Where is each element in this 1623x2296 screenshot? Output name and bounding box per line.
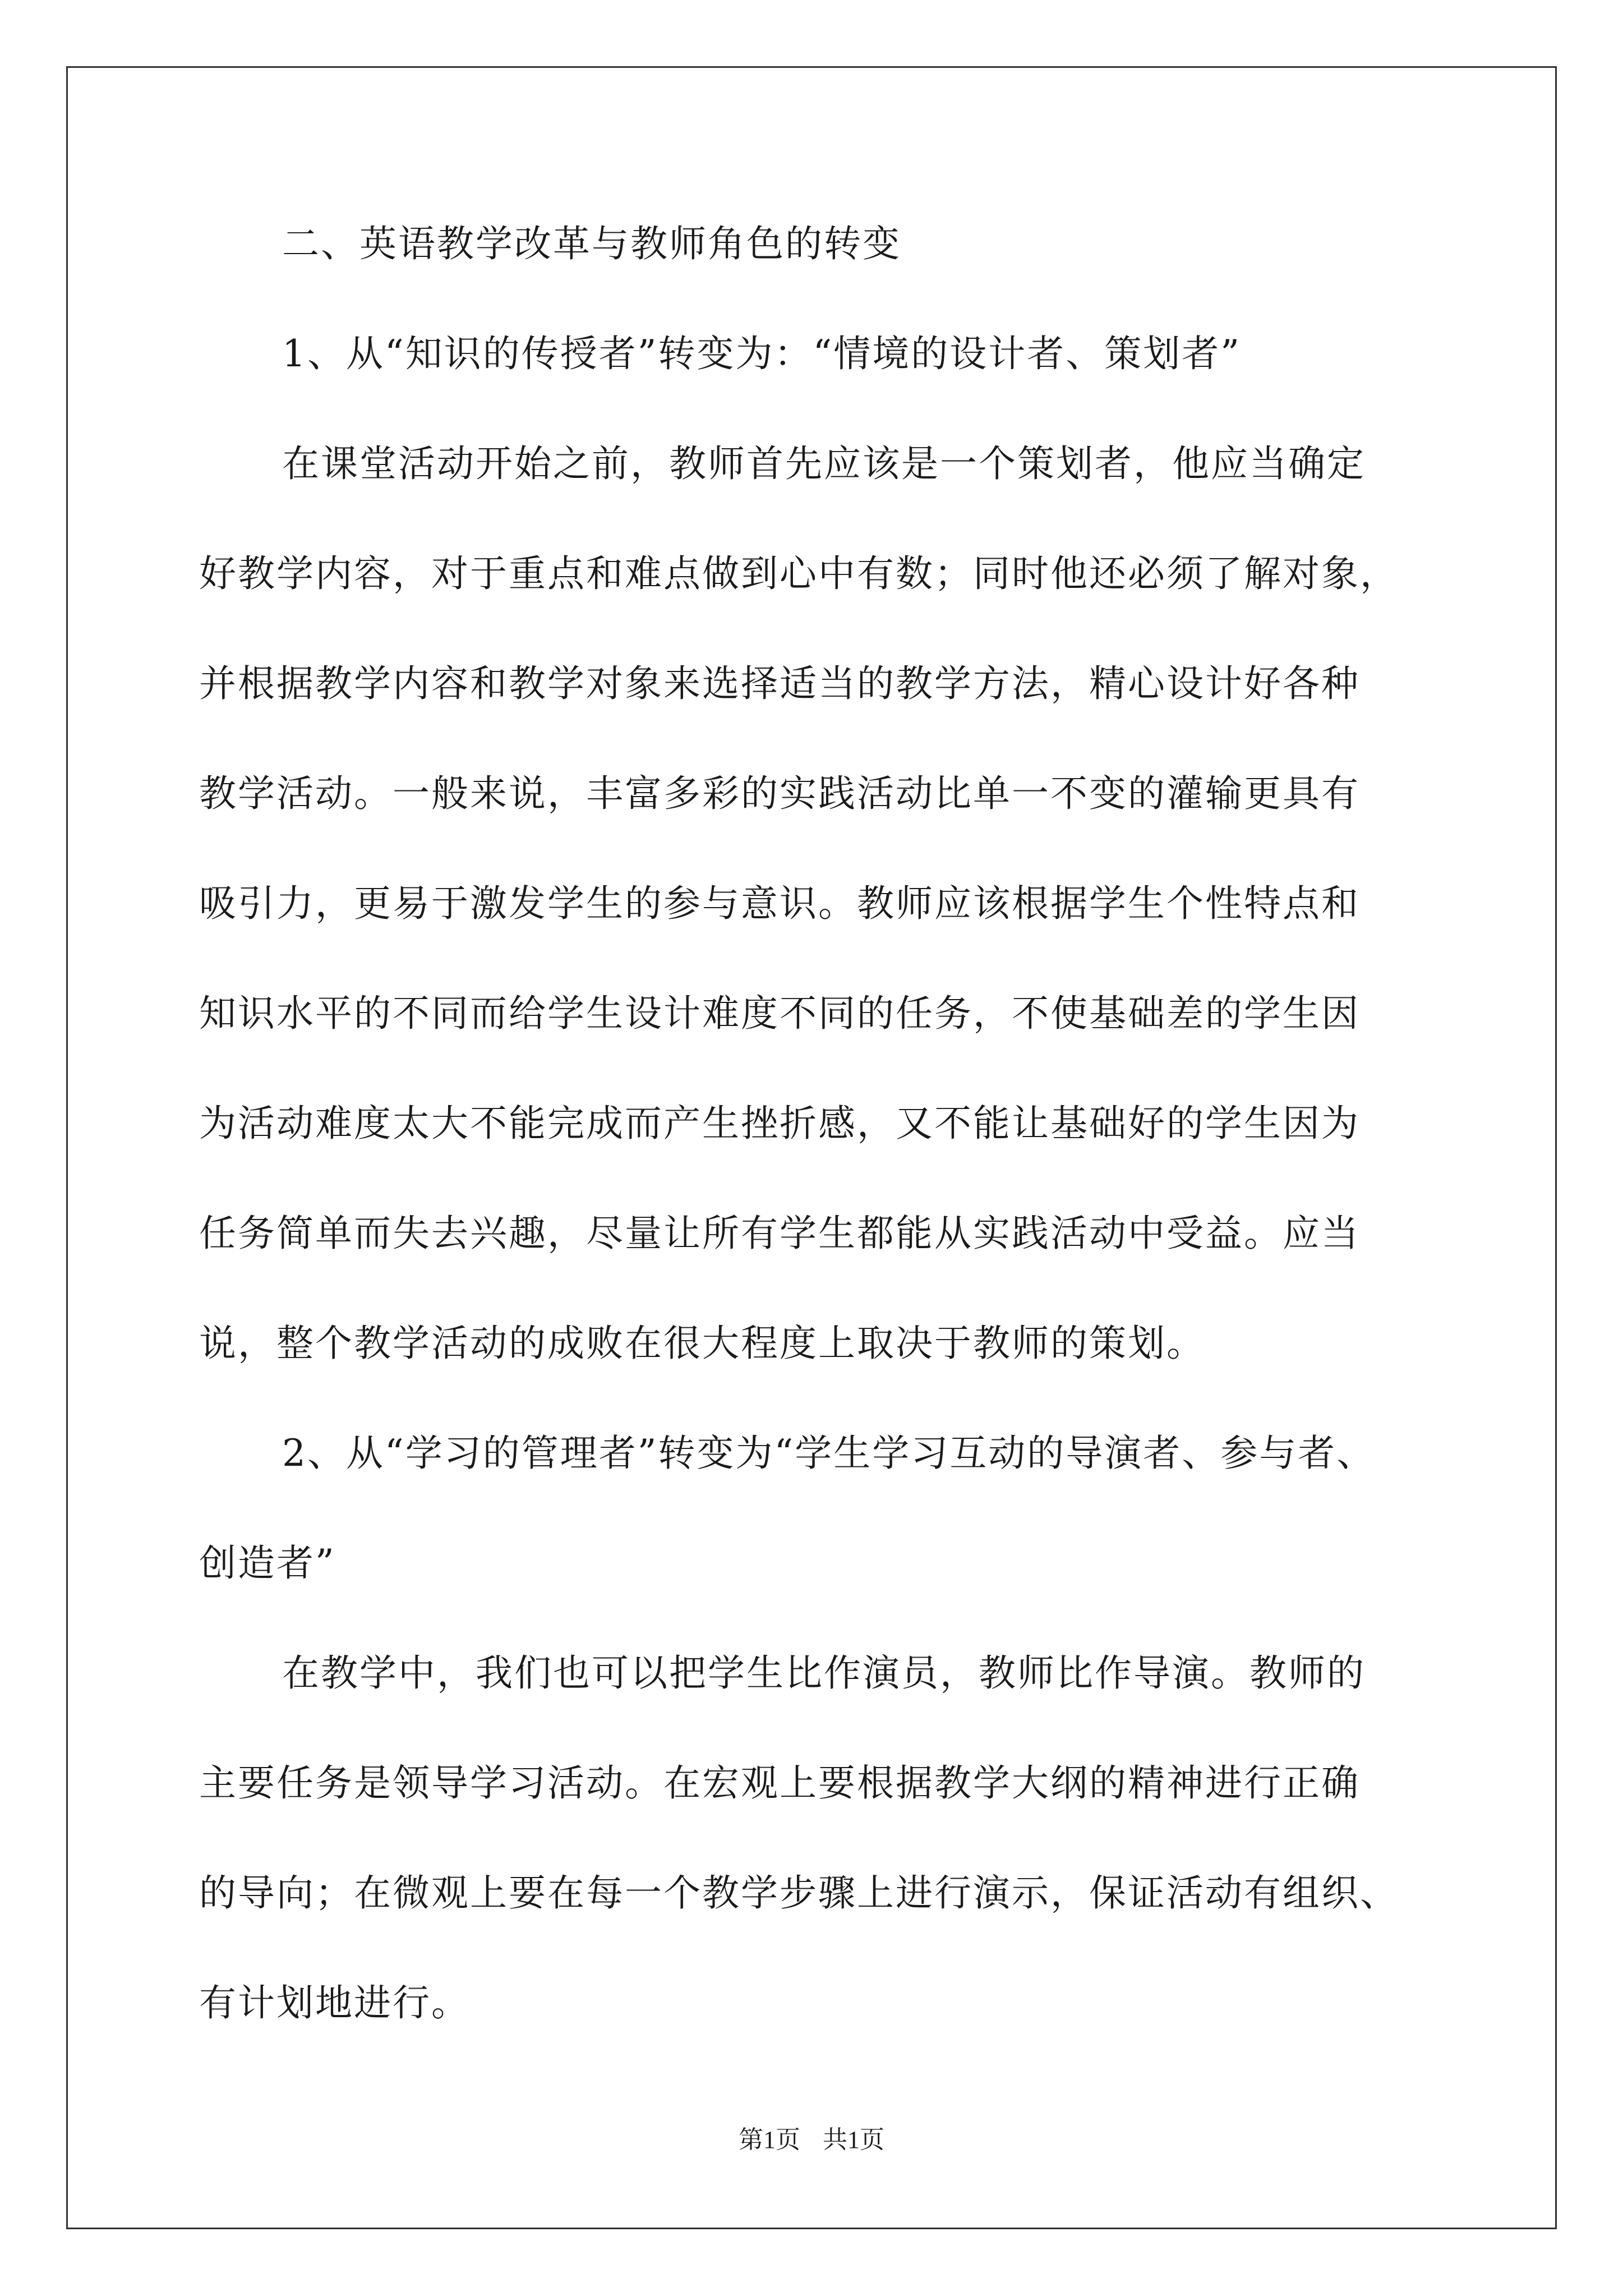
paragraph-line: 教学活动。一般来说，丰富多彩的实践活动比单一不变的灌输更具有 <box>199 772 1360 815</box>
paragraph-line: 任务简单而失去兴趣，尽量让所有学生都能从实践活动中受益。应当 <box>199 1212 1360 1255</box>
paragraph-line: 并根据教学内容和教学对象来选择适当的教学方法，精心设计好各种 <box>199 662 1360 705</box>
subheading-2: 2、从“学习的管理者”转变为“学生学习互动的导演者、参与者、 <box>282 1432 1376 1475</box>
paragraph-line: 主要任务是领导学习活动。在宏观上要根据教学大纲的精神进行正确 <box>199 1761 1360 1805</box>
paragraph-line: 说，整个教学活动的成败在很大程度上取决于教师的策划。 <box>199 1322 1205 1365</box>
section-heading: 二、英语教学改革与教师角色的转变 <box>282 222 901 265</box>
paragraph-line: 在教学中，我们也可以把学生比作演员，教师比作导演。教师的 <box>282 1651 1366 1695</box>
paragraph-line: 的导向；在微观上要在每一个教学步骤上进行演示，保证活动有组织、 <box>199 1871 1399 1915</box>
subheading-1: 1、从“知识的传授者”转变为：“情境的设计者、策划者” <box>282 332 1241 375</box>
subheading-2-continued: 创造者” <box>199 1542 336 1585</box>
paragraph-line: 知识水平的不同而给学生设计难度不同的任务，不使基础差的学生因 <box>199 992 1360 1035</box>
page-total: 共1页 <box>823 2126 884 2154</box>
page-footer <box>0 2119 1623 2155</box>
paragraph-line: 好教学内容，对于重点和难点做到心中有数；同时他还必须了解对象， <box>199 552 1399 595</box>
paragraph-line: 在课堂活动开始之前，教师首先应该是一个策划者，他应当确定 <box>282 442 1366 485</box>
paragraph-line: 有计划地进行。 <box>199 1981 470 2024</box>
page-number: 第1页 <box>739 2126 800 2154</box>
paragraph-line: 吸引力，更易于激发学生的参与意识。教师应该根据学生个性特点和 <box>199 882 1360 925</box>
paragraph-line: 为活动难度太大不能完成而产生挫折感，又不能让基础好的学生因为 <box>199 1102 1360 1145</box>
